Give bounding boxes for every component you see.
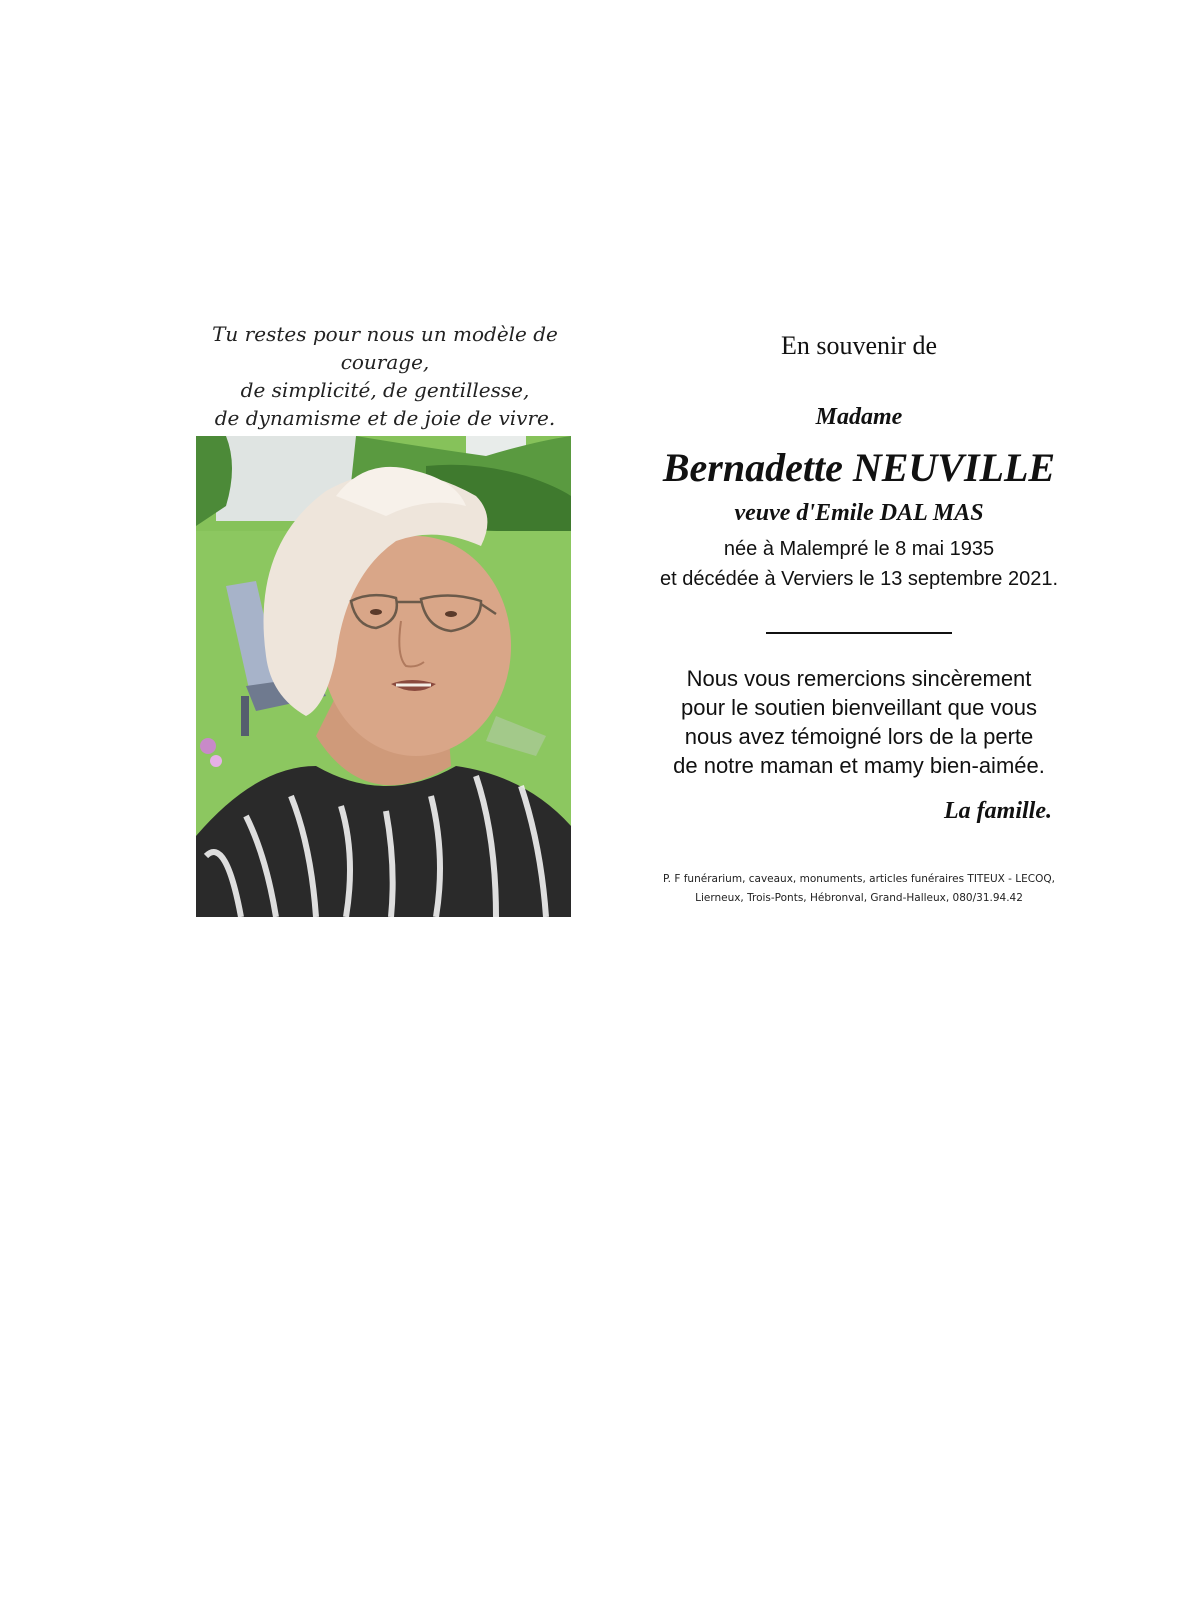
footer-line: Lierneux, Trois-Ponts, Hébronval, Grand-Halleux, 080/31.94.42 <box>695 892 1023 904</box>
footer-line: P. F funérarium, caveaux, monuments, articles funéraires TITEUX - LECOQ, <box>662 873 1055 885</box>
spouse-line: veuve d'Emile DAL MAS <box>734 500 984 526</box>
divider-line <box>766 632 952 634</box>
honorific-title: Madame <box>815 404 903 430</box>
portrait-illustration <box>196 436 571 917</box>
memorial-left-panel <box>170 320 600 432</box>
intro-text: En souvenir de <box>781 331 937 360</box>
thanks-line: de notre maman et mamy bien-aimée. <box>673 753 1045 778</box>
quote-line: de dynamisme et de joie de vivre. <box>214 406 556 430</box>
birth-line: née à Malempré le 8 mai 1935 <box>723 538 995 560</box>
thanks-message <box>640 664 1078 780</box>
thanks-line: Nous vous remercions sincèrement <box>686 666 1032 691</box>
family-signature: La famille. <box>944 798 1052 824</box>
quote-line: de simplicité, de gentillesse, <box>240 378 530 402</box>
quote-line: Tu restes pour nous un modèle de courage, <box>212 322 558 374</box>
thanks-line: nous avez témoigné lors de la perte <box>684 724 1034 749</box>
portrait-photo <box>196 436 571 917</box>
thanks-line: pour le soutien bienveillant que vous <box>681 695 1037 720</box>
deceased-name: Bernadette NEUVILLE <box>662 445 1056 490</box>
life-dates <box>640 534 1078 594</box>
death-line: et décédée à Verviers le 13 septembre 2021. <box>659 568 1059 590</box>
memorial-quote <box>170 320 600 432</box>
funeral-home-footer <box>640 870 1078 908</box>
memorial-right-panel <box>640 330 1078 908</box>
